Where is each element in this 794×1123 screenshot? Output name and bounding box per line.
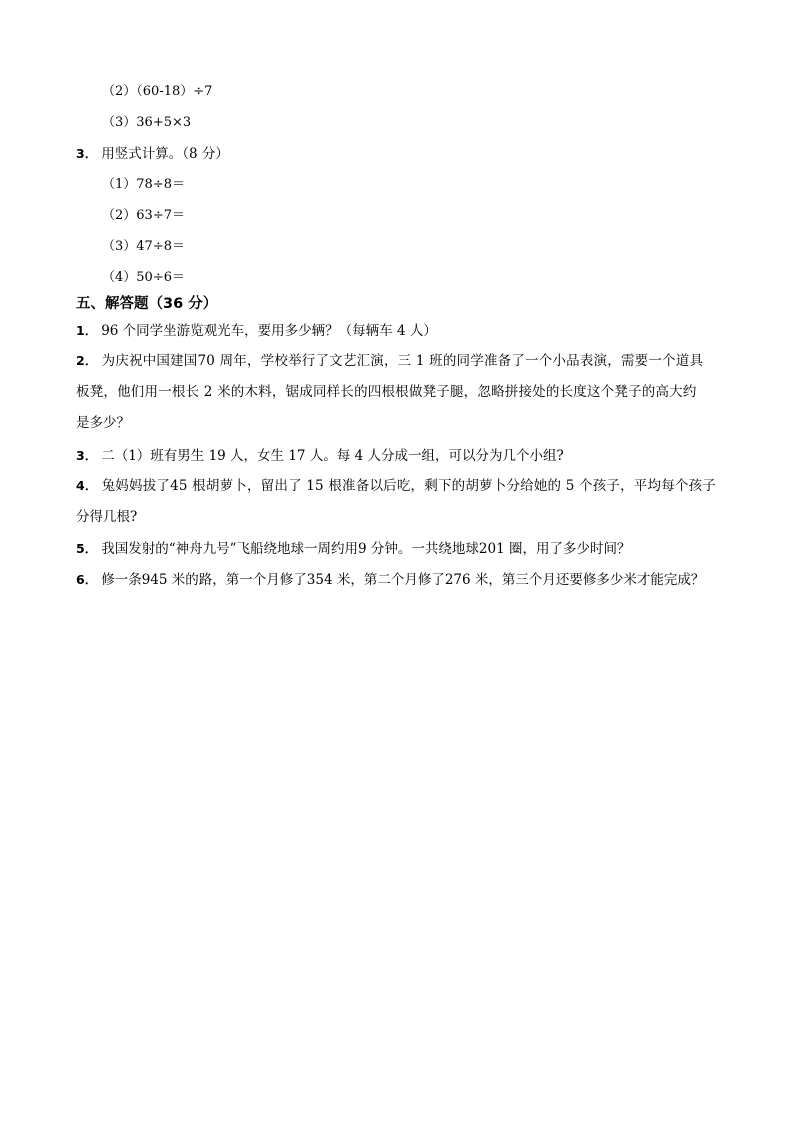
word-problem-3 (76, 447, 564, 465)
question-text: 为庆祝中国建国70 周年，学校举行了文艺汇演，三 1 班的同学准备了一个小品表演，需要一个道具 (101, 353, 704, 369)
vertical-calc-item-3: （3）47÷8＝ (102, 239, 185, 254)
word-problem-2-line-2: 板凳，他们用一根长 2 米的木料，锯成同样长的四根根做凳子腿，忽略拼接处的长度这个凳子的高大约 (76, 384, 697, 400)
question-number: 3． (76, 448, 98, 463)
word-problem-2 (76, 352, 703, 370)
question-number: 5． (76, 541, 98, 556)
question-3 (76, 145, 229, 163)
question-text: 我国发射的“神舟九号”飞船绕地球一周约用9 分钟。一共绕地球201 圈，用了多少时间？ (101, 541, 631, 557)
word-problem-5 (76, 540, 630, 558)
question-number: 3． (76, 146, 98, 161)
question-text: 兔妈妈拔了45 根胡萝卜，留出了 15 根准备以后吃，剩下的胡萝卜分给她的 5 个孩子，平均每个孩子 (101, 478, 717, 494)
vertical-calc-item-2: （2）63÷7＝ (102, 208, 185, 223)
question-text: 修一条945 米的路，第一个月修了354 米，第二个月修了276 米，第三个月还要修多少米才能完成？ (101, 572, 705, 588)
vertical-calc-item-4: （4）50÷6＝ (102, 270, 185, 285)
question-text: 二（1）班有男生 19 人，女生 17 人。每 4 人分成一组，可以分为几个小组? (101, 448, 564, 464)
section-heading: 五、解答题（36 分） (76, 296, 218, 312)
word-problem-4 (76, 477, 716, 495)
question-number: 1． (76, 323, 98, 338)
word-problem-4-line-2: 分得几根? (76, 509, 138, 525)
word-problem-6 (76, 571, 704, 589)
vertical-calc-item-1: （1）78÷8＝ (102, 177, 185, 192)
calc-item-3: （3）36+5×3 (102, 115, 192, 130)
question-text: 用竖式计算。（8 分） (101, 146, 229, 162)
question-number: 6． (76, 572, 98, 587)
calc-item-2: （2）（60-18）÷7 (102, 84, 213, 99)
word-problem-2-line-3: 是多少？ (76, 415, 130, 431)
question-number: 4． (76, 478, 98, 493)
question-number: 2． (76, 353, 98, 368)
word-problem-1 (76, 322, 437, 340)
question-text: 96 个同学坐游览观光车，要用多少辆？（每辆车 4 人） (101, 323, 437, 339)
